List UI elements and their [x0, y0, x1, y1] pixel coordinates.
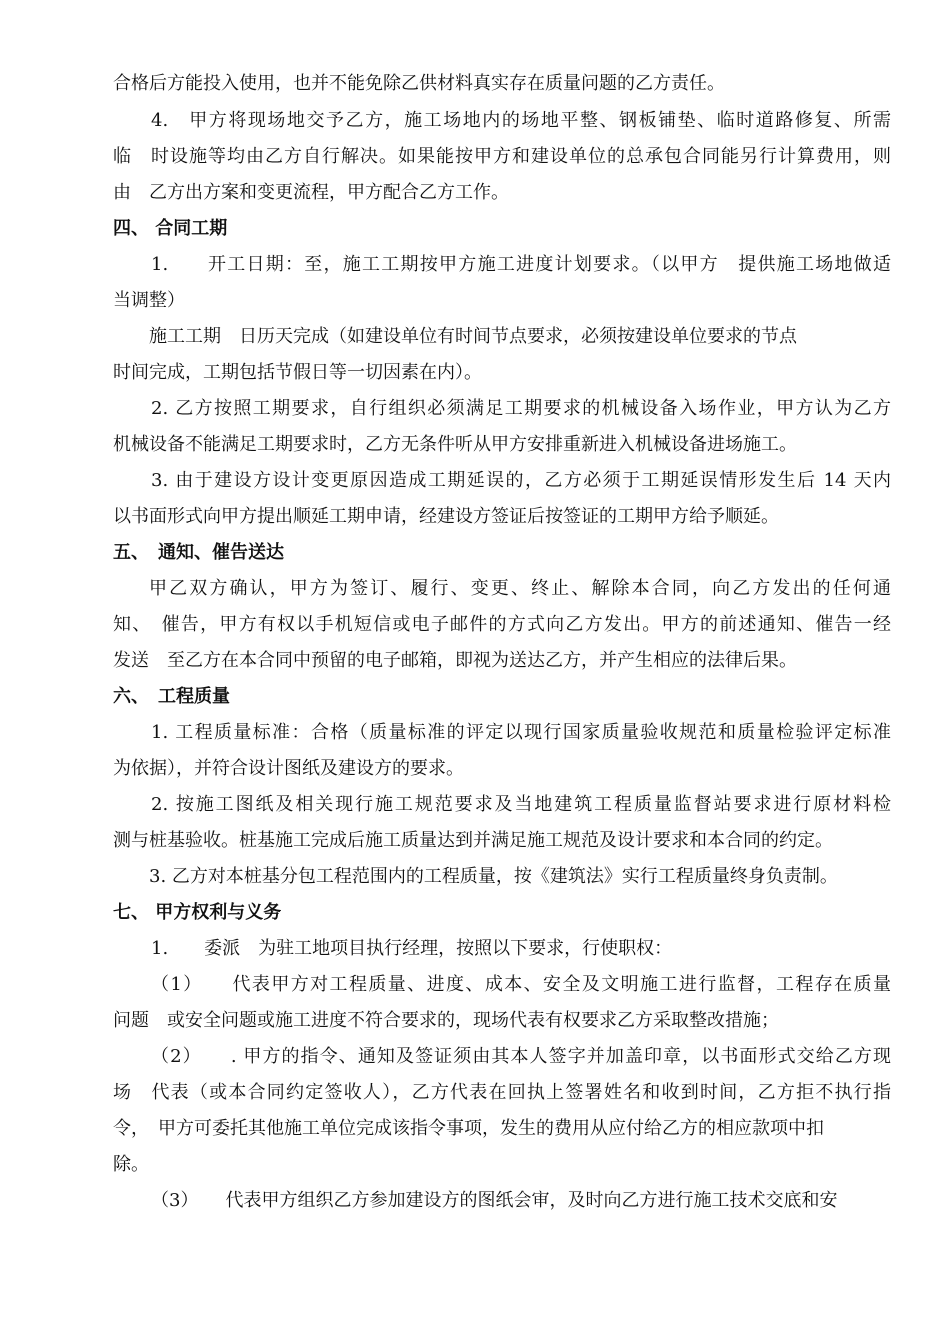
- text-line: 场 代表（或本合同约定签收人），乙方代表在回执上签署姓名和收到时间，乙方拒不执行指: [113, 1082, 891, 1103]
- text-line: 1. 委派 为驻工地项目执行经理，按照以下要求，行使职权：: [151, 938, 673, 959]
- text-line: 3. 由于建设方设计变更原因造成工期延误的，乙方必须于工期延误情形发生后 14 天内: [151, 470, 891, 491]
- text-line: 3. 乙方对本桩基分包工程范围内的工程质量，按《建筑法》实行工程质量终身负责制。: [149, 866, 838, 887]
- text-line: 由 乙方出方案和变更流程，甲方配合乙方工作。: [113, 182, 509, 203]
- text-line: 时间完成，工期包括节假日等一切因素在内）。: [113, 362, 482, 383]
- section-heading-6: 六、 工程质量: [113, 686, 230, 707]
- text-line: 临 时设施等均由乙方自行解决。如果能按甲方和建设单位的总承包合同能另行计算费用，则: [113, 146, 891, 167]
- text-line: 甲乙双方确认，甲方为签订、履行、变更、终止、解除本合同，向乙方发出的任何通: [149, 578, 891, 599]
- text-line: （1） 代表甲方对工程质量、进度、成本、安全及文明施工进行监督，工程存在质量: [151, 974, 891, 995]
- section-heading-4: 四、 合同工期: [113, 218, 228, 239]
- text-line: 以书面形式向甲方提出顺延工期申请，经建设方签证后按签证的工期甲方给予顺延。: [113, 506, 779, 527]
- text-line: 2. 乙方按照工期要求，自行组织必须满足工期要求的机械设备入场作业，甲方认为乙方: [151, 398, 891, 419]
- text-line: 施工工期 日历天完成（如建设单位有时间节点要求，必须按建设单位要求的节点: [149, 326, 797, 347]
- text-line: 4. 甲方将现场地交予乙方，施工场地内的场地平整、钢板铺垫、临时道路修复、所需: [151, 110, 891, 131]
- text-line: 知、 催告，甲方有权以手机短信或电子邮件的方式向乙方发出。甲方的前述通知、催告一经: [113, 614, 891, 635]
- text-line: （2） . 甲方的指令、通知及签证须由其本人签字并加盖印章，以书面形式交给乙方现: [151, 1046, 891, 1067]
- text-line: 除。: [113, 1154, 149, 1175]
- text-line: 令， 甲方可委托其他施工单位完成该指令事项，发生的费用从应付给乙方的相应款项中扣: [113, 1118, 824, 1139]
- text-line: 测与桩基验收。桩基施工完成后施工质量达到并满足施工规范及设计要求和本合同的约定。: [113, 830, 833, 851]
- text-line: 问题 或安全问题或施工进度不符合要求的，现场代表有权要求乙方采取整改措施；: [113, 1010, 779, 1031]
- text-line: 机械设备不能满足工期要求时，乙方无条件听从甲方安排重新进入机械设备进场施工。: [113, 434, 797, 455]
- text-line: 1. 开工日期：至，施工工期按甲方施工进度计划要求。（以甲方 提供施工场地做适: [151, 254, 891, 275]
- text-line: （3） 代表甲方组织乙方参加建设方的图纸会审，及时向乙方进行施工技术交底和安: [151, 1190, 838, 1211]
- section-heading-5: 五、 通知、催告送达: [113, 542, 284, 563]
- text-line: 合格后方能投入使用，也并不能免除乙供材料真实存在质量问题的乙方责任。: [113, 73, 725, 94]
- text-line: 2. 按施工图纸及相关现行施工规范要求及当地建筑工程质量监督站要求进行原材料检: [151, 794, 891, 815]
- text-line: 当调整）: [113, 290, 185, 311]
- text-line: 1. 工程质量标准：合格（质量标准的评定以现行国家质量验收规范和质量检验评定标准: [151, 722, 891, 743]
- section-heading-7: 七、 甲方权利与义务: [113, 902, 282, 923]
- text-line: 为依据），并符合设计图纸及建设方的要求。: [113, 758, 464, 779]
- text-line: 发送 至乙方在本合同中预留的电子邮箱，即视为送达乙方，并产生相应的法律后果。: [113, 650, 797, 671]
